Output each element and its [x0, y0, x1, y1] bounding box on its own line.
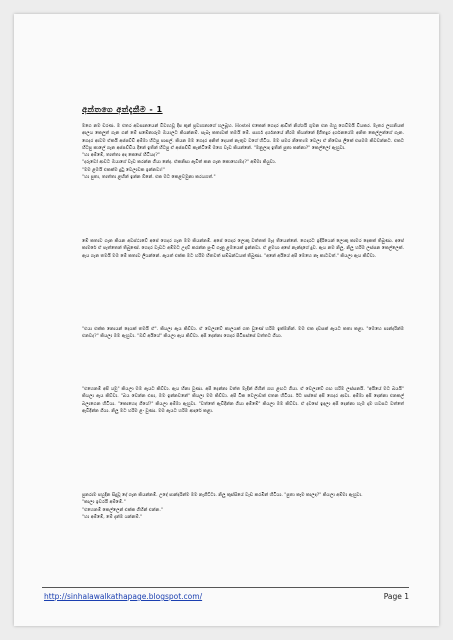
story-paragraph-1: මගෙ නම චරණ. ම එතර අවසානයෙන් විවාහවූ දීප කුන් ප්‍රවාගනාගේ හලබූහ. Hostel එකෙන් ගෙදර ආවිත් නිශ්ශයි ගුමන එන ඔහු ගෙවීමයි වියකර. මැතර ලඟනියක් ආලය කෙලුත් ගැන ගන් මේ සමේනාරුම ඔයාලට කියන්නම්. සැබෑ කතාවක් තමයි මේ. සාගර් දර්ශනයේ නීරම කියන්නේ දිගිතදුර දර්ශනයේම අනිත කෙල්ලන්ගේ ගැන. ගෙදර ආවම ඒකයි අප්පච්චි අම්මා හිටපු පාසල්. කියන මම ගෙදර අනිත් දෙයක් නැතුව වගේ හිටිය. මම සමර නිත්‍යෙම වෙලා ඒ නිවෙස ලීකේ එසමම කිවවන්නට. එකට හිටපු කාලේ ගැන අප්පච්චිය දිනේ ඉතින් හිටපු ඒ අප්පච්චි කැන්ටිමේ මගෙ වැඩ කියන්නේ. "මනුලාද ඉතින් පුතා කන්නා?" කෙල්ලෝ ඇහුවා. "හා අම්මේ, තාත්තා අද කෙසේ හිටියද?" "දරුවෝ ආවට ඔයාගේ වැඩ කරන්න ගියා නේද. ඒකනිසා ඇවිත් කන ගැන කොහොමද?" අම්මා කියුවා. "මම ළමයි එකක්ම දුටු වෙලාවක ඉන්නවා!" "හා පුතා, තාත්තා ළඟින් ඉන්න ඕනේ. එක මට කෙළවමුනා කරයගත්."	[82, 124, 404, 181]
page-number: Page 1	[383, 592, 409, 601]
footer-divider	[42, 587, 409, 588]
story-title: අන්තගෙ අත්දැකීම - 1	[82, 105, 163, 114]
story-paragraph-5: පුනරාම පහුදින සිදුවූ දේ ගැන කියන්නම්. උදේ පාන්දරින්ම මම නැගිට්ටා. නිලූ කුස්සියේ වැඩ කරමින් හිටියා. "පුතා කෑම කාලද?" කියලා අම්මා ඇහුවා. "කාලා ඉවරයි අම්මේ." "එහෙනම් කෙල්ලෙන් එක්ක ගිහින් එන්න." "හා අම්මේ, මේ දැන්ම යන්නම්."	[82, 493, 363, 520]
document-page	[14, 14, 439, 626]
footer-blog-link[interactable]: http://sinhalawalkathapage.blogspot.com/	[44, 592, 203, 601]
story-paragraph-3: "එයා එක්ක නොයන් දෙයක් තමයි ඒ". කියලා ඇය කිව්වා. ඒ වෙලාවේ කාලයක් ගත වුණේ හරිම ඉක්මනින්. මම එක දවසක් ඇයට කතා කළා. "මෙහෙ පාන්දරින්ම එනවද?" කියලා මම ඇහුවා. "ඔව් අයියේ" කියලා ඇය කිව්වා. අපි දෙන්නා ගෙදර පිටිපස්සේ වත්තට ගියා.	[82, 327, 404, 340]
story-paragraph-4: "එහෙනම් අපි යමු" කියලා මම ඇයට කිව්වා. ඇය හිනා වුණා. අපි දෙන්නා වත්ත මැදින් ගිහින් ගඟ ළඟට ගියා. ඒ වෙලාවේ ගඟ හරිම ලස්සනයි. "අයියේ මට බයයි" කියලා ඇය කිව්වා. "බය වෙන්න එපා, මම ඉන්නවනේ" කියලා මම කිව්වා. අපි ටික වෙලාවක් එතන හිටියා. ඊට පස්සේ අපි ගෙදර ආවා. අම්මා අපි දෙන්නා එනකල් බලාගෙන හිටියා. "කොහෙද ගියේ?" කියලා අම්මා ඇහුවා. "වත්තේ ඇවිදින්න ගියා අම්මේ" කියලා මම කිව්වා. ඒ දවසේ ඉඳලා අපි දෙන්නා හැම දාම හවසට වත්තේ ඇවිදින්න ගියා. නිලූ මට හරිම ළං වුණා. මම ඇයට හරිම ආදරේ කළා.	[82, 387, 404, 414]
story-paragraph-2: මේ කතාව ගැන කියන අවස්ථාවේ අපේ ගෙදර ගැන මම කියන්නම්. අපේ ගෙදර ලොකු වත්තක් මැද තියෙන්නේ. ගෙදරට ඉදිරියෙන් ලොකු කාමර දෙකක් තිබුණා. අපේ කාමරේ ඒ පැත්තෙන් තිබුණේ. ගෙදර වැඩට අම්මට උදව් කරන්න පුංචි ගෑනු ළමයෙක් ඉන්නවා. ඒ ළමයා අපේ නැන්දාගේ දුව. ඇය නම නිලූ. නිලූ හරිම ලස්සන කෙල්ලෙක්. ඇය ගැන තමයි මම මේ කතාව ලියන්නේ. ඇයත් එක්ක මට හරිම හිතවත් සම්බන්ධයක් තිබුණා. "අනේ අයියේ අපි මෙහෙ නෑ කාටවත්." කියලා ඇය කිව්වා.	[82, 239, 404, 259]
